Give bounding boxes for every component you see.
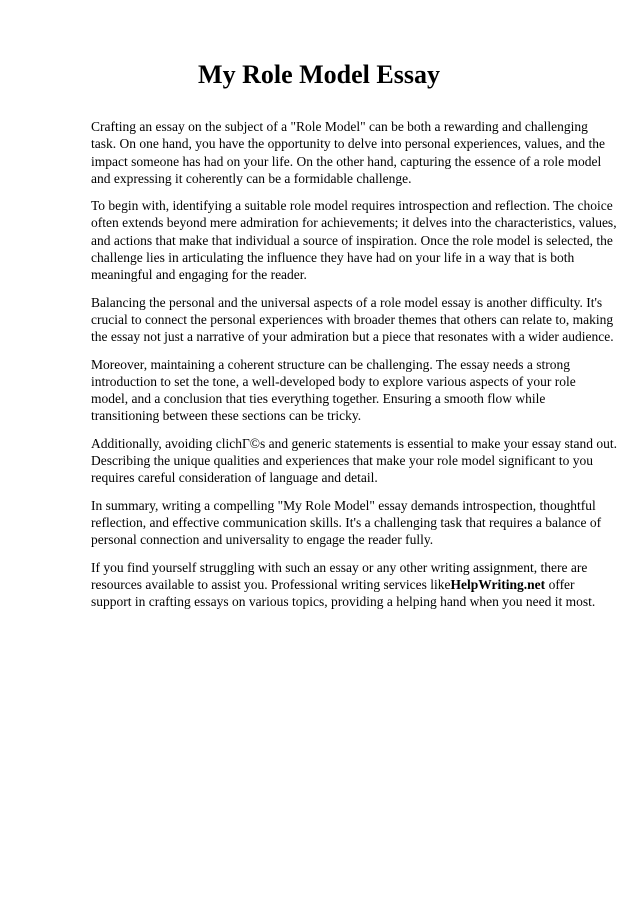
text-segment: offer xyxy=(545,576,575,592)
text-line: reflection, and effective communication skills. It's a challenging task that requires a balance of xyxy=(91,514,602,530)
paragraph-5 xyxy=(91,435,617,487)
paragraph-2 xyxy=(91,197,617,283)
text-line: Crafting an essay on the subject of a "Role Model" can be both a rewarding and challenging xyxy=(91,119,588,134)
text-line: transitioning between these sections can be tricky. xyxy=(91,408,362,424)
paragraph-3 xyxy=(91,294,614,346)
text-line: Additionally, avoiding clichГ©s and generic statements is essential to make your essay stand out. xyxy=(91,435,617,451)
text-line: support in crafting essays on various topics, providing a helping hand when you need it most. xyxy=(91,594,596,610)
text-line: In summary, writing a compelling "My Role Model" essay demands introspection, thoughtful xyxy=(91,497,596,513)
text-line: and actions that make that individual a source of inspiration. Once the role model is selected, the xyxy=(91,232,613,248)
paragraph-1 xyxy=(91,118,605,187)
text-line: impact someone has had on your life. On the other hand, capturing the essence of a role model xyxy=(91,153,602,169)
text-line: challenge lies in articulating the influence they have had on your life in a way that is both xyxy=(91,250,575,266)
text-line: Moreover, maintaining a coherent structure can be challenging. The essay needs a strong xyxy=(91,356,571,372)
text-line: and expressing it coherently can be a formidable challenge. xyxy=(91,170,412,186)
text-line xyxy=(91,576,601,593)
text-line: Balancing the personal and the universal aspects of a role model essay is another difficulty. It's xyxy=(91,294,603,310)
text-line: often extends beyond mere admiration for achievements; it delves into the characteristics, values, xyxy=(91,215,617,231)
text-line: introduction to set the tone, a well-developed body to explore various aspects of your role xyxy=(91,373,576,389)
paragraph-4 xyxy=(91,356,601,425)
text-line: personal connection and universality to engage the reader fully. xyxy=(91,532,434,548)
text-line: requires careful consideration of language and detail. xyxy=(91,470,378,486)
document-body xyxy=(91,118,617,620)
text-line: crucial to connect the personal experiences with broader themes that others can relate to, making xyxy=(91,311,614,327)
text-line: To begin with, identifying a suitable role model requires introspection and reflection. The choice xyxy=(91,198,613,214)
text-line: model, and a conclusion that ties everything together. Ensuring a smooth flow while xyxy=(91,391,546,407)
text-line: Describing the unique qualities and experiences that make your role model significant to you xyxy=(91,453,593,469)
paragraph-6 xyxy=(91,497,601,549)
document-title: My Role Model Essay xyxy=(198,60,440,89)
text-line: If you find yourself struggling with such an essay or any other writing assignment, there are xyxy=(91,559,588,575)
text-line: the essay not just a narrative of your admiration but a piece that resonates with a wider audience. xyxy=(91,329,614,345)
text-line: meaningful and engaging for the reader. xyxy=(91,267,307,283)
text-line: task. On one hand, you have the opportunity to delve into personal experiences, values, and the xyxy=(91,136,605,152)
helpwriting-link[interactable]: HelpWriting.net xyxy=(450,576,546,592)
text-segment: resources available to assist you. Professional writing services like xyxy=(91,576,451,592)
paragraph-7 xyxy=(91,559,601,611)
